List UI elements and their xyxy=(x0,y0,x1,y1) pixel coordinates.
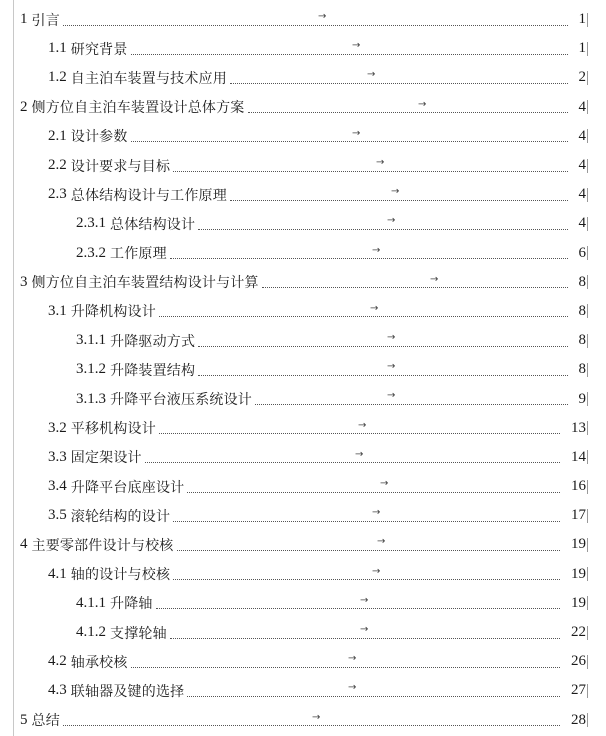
line-end-marker xyxy=(587,334,594,348)
toc-entry-title: 滚轮结构的设计 xyxy=(70,508,171,525)
dot-leader xyxy=(187,491,560,493)
toc-entry-page-number: 19 xyxy=(571,565,586,582)
toc-entry-page-number: 4 xyxy=(578,98,586,115)
toc-entry[interactable] xyxy=(0,63,606,92)
tab-arrow-icon: → xyxy=(360,594,369,606)
toc-entry-title: 总体结构设计与工作原理 xyxy=(70,187,227,204)
dot-leader xyxy=(230,199,568,201)
toc-entry-page-number: 4 xyxy=(578,127,586,144)
line-end-marker xyxy=(587,71,594,85)
dot-leader xyxy=(145,461,560,463)
toc-entry[interactable] xyxy=(0,472,606,501)
tab-arrow-icon: → xyxy=(348,682,357,694)
toc-entry-page-number: 4 xyxy=(578,215,586,232)
toc-entry[interactable] xyxy=(0,209,606,238)
tab-arrow-icon: → xyxy=(360,623,369,635)
toc-entry[interactable] xyxy=(0,5,606,34)
toc-entry-title: 侧方位自主泊车装置结构设计与计算 xyxy=(31,275,259,292)
toc-entry[interactable] xyxy=(0,151,606,180)
tab-arrow-icon: → xyxy=(312,711,321,723)
toc-entry-title: 轴的设计与校核 xyxy=(70,567,171,584)
toc-entry[interactable] xyxy=(0,268,606,297)
toc-entry-page-number: 1 xyxy=(578,11,586,28)
toc-entry-title: 联轴器及键的选择 xyxy=(70,683,185,700)
dot-leader xyxy=(131,666,560,668)
toc-entry-number: 3.1.3 xyxy=(76,390,106,407)
tab-arrow-icon: → xyxy=(372,507,381,519)
toc-entry-number: 3.4 xyxy=(48,478,67,495)
tab-arrow-icon: → xyxy=(355,448,364,460)
toc-entry-number: 2.3 xyxy=(48,186,67,203)
line-end-marker xyxy=(587,246,594,260)
tab-arrow-icon: → xyxy=(348,653,357,665)
toc-entry[interactable] xyxy=(0,239,606,268)
toc-entry-number: 1.1 xyxy=(48,40,67,57)
toc-entry-title: 主要零部件设计与校核 xyxy=(31,537,174,554)
line-end-marker xyxy=(587,626,594,640)
line-end-marker xyxy=(587,129,594,143)
toc-entry-number: 5 xyxy=(20,711,28,728)
tab-arrow-icon: → xyxy=(391,186,400,198)
tab-arrow-icon: → xyxy=(380,478,389,489)
toc-entry-number: 3.3 xyxy=(48,448,67,465)
toc-entry-page-number: 8 xyxy=(578,361,586,378)
line-end-marker xyxy=(587,450,594,464)
toc-entry-number: 2.3.2 xyxy=(76,244,106,261)
line-end-marker xyxy=(587,655,594,669)
toc-entry[interactable] xyxy=(0,530,606,559)
toc-entry-title: 固定架设计 xyxy=(70,450,142,467)
tab-arrow-icon: → xyxy=(430,273,439,285)
toc-entry[interactable] xyxy=(0,34,606,63)
toc-entry[interactable] xyxy=(0,180,606,209)
dot-leader xyxy=(170,257,568,259)
toc-entry[interactable] xyxy=(0,501,606,530)
toc-entry-number: 3.1.2 xyxy=(76,361,106,378)
dot-leader xyxy=(170,637,560,639)
dot-leader xyxy=(173,170,568,172)
dot-leader xyxy=(173,520,560,522)
toc-entry-page-number: 27 xyxy=(571,682,586,699)
line-end-marker xyxy=(587,684,594,698)
toc-entry-page-number: 4 xyxy=(578,157,586,174)
line-end-marker xyxy=(587,713,594,727)
toc-entry-page-number: 13 xyxy=(571,419,586,436)
toc-entry[interactable] xyxy=(0,355,606,384)
dot-leader xyxy=(187,695,560,697)
tab-arrow-icon: → xyxy=(358,419,367,431)
line-end-marker xyxy=(587,509,594,523)
toc-entry-page-number: 28 xyxy=(571,711,586,728)
toc-entry-page-number: 2 xyxy=(578,69,586,86)
toc-entry[interactable] xyxy=(0,589,606,618)
toc-entry-page-number: 8 xyxy=(578,273,586,290)
line-end-marker xyxy=(587,304,594,318)
tab-arrow-icon: → xyxy=(370,302,379,314)
dot-leader xyxy=(131,53,568,55)
toc-entry-title: 支撑轮轴 xyxy=(110,625,167,642)
line-end-marker xyxy=(587,538,594,552)
dot-leader xyxy=(262,286,568,288)
dot-leader xyxy=(255,403,568,405)
line-end-marker xyxy=(587,159,594,173)
tab-arrow-icon: → xyxy=(387,215,396,227)
toc-entry[interactable] xyxy=(0,414,606,443)
line-end-marker xyxy=(587,100,594,114)
table-of-contents xyxy=(0,5,606,735)
tab-arrow-icon: → xyxy=(352,40,361,52)
toc-entry-page-number: 8 xyxy=(578,302,586,319)
dot-leader xyxy=(198,374,568,376)
tab-arrow-icon: → xyxy=(372,565,381,577)
line-end-marker xyxy=(587,275,594,289)
toc-entry-page-number: 19 xyxy=(571,536,586,553)
dot-leader xyxy=(159,432,560,434)
tab-arrow-icon: → xyxy=(387,361,396,373)
tab-arrow-icon: → xyxy=(367,69,376,81)
toc-entry-title: 设计参数 xyxy=(70,129,128,146)
toc-entry[interactable] xyxy=(0,560,606,589)
toc-entry-title: 升降轴 xyxy=(110,596,153,613)
toc-entry-number: 3 xyxy=(20,273,28,290)
dot-leader xyxy=(198,228,568,230)
toc-entry-page-number: 17 xyxy=(571,507,586,524)
toc-entry-title: 升降装置结构 xyxy=(110,362,196,379)
toc-entry-title: 升降驱动方式 xyxy=(110,333,196,350)
dot-leader xyxy=(63,24,568,26)
toc-entry-number: 3.1.1 xyxy=(76,332,106,349)
line-end-marker xyxy=(587,13,594,27)
toc-entry[interactable] xyxy=(0,297,606,326)
toc-entry-page-number: 1 xyxy=(578,40,586,57)
toc-entry-page-number: 8 xyxy=(578,332,586,349)
toc-entry-title: 设计要求与目标 xyxy=(70,158,171,175)
toc-entry-page-number: 6 xyxy=(578,244,586,261)
toc-entry-title: 自主泊车装置与技术应用 xyxy=(70,70,227,87)
tab-arrow-icon: → xyxy=(387,332,396,344)
line-end-marker xyxy=(587,567,594,581)
line-end-marker xyxy=(587,188,594,202)
toc-entry-title: 总体结构设计 xyxy=(110,216,196,233)
toc-entry-title: 升降平台底座设计 xyxy=(70,479,185,496)
toc-entry-number: 4.1 xyxy=(48,565,67,582)
toc-entry-page-number: 16 xyxy=(571,478,586,495)
dot-leader xyxy=(230,82,568,84)
toc-entry-title: 总结 xyxy=(31,713,60,730)
dot-leader xyxy=(159,315,568,317)
toc-entry[interactable] xyxy=(0,706,606,735)
toc-entry[interactable] xyxy=(0,122,606,151)
toc-entry-title: 升降平台液压系统设计 xyxy=(110,392,252,409)
tab-arrow-icon: → xyxy=(318,11,327,22)
toc-entry-title: 研究背景 xyxy=(70,41,128,58)
tab-arrow-icon: → xyxy=(387,390,396,402)
toc-entry-number: 3.1 xyxy=(48,302,67,319)
dot-leader xyxy=(248,111,569,113)
line-end-marker xyxy=(587,42,594,56)
toc-entry-number: 3.5 xyxy=(48,507,67,524)
toc-entry-number: 4 xyxy=(20,536,28,553)
dot-leader xyxy=(156,607,560,609)
toc-entry-number: 3.2 xyxy=(48,419,67,436)
tab-arrow-icon: → xyxy=(418,98,427,110)
toc-entry-title: 升降机构设计 xyxy=(70,304,156,321)
tab-arrow-icon: → xyxy=(372,244,381,256)
toc-entry[interactable] xyxy=(0,618,606,647)
line-end-marker xyxy=(587,596,594,610)
toc-entry-number: 2 xyxy=(20,98,28,115)
toc-entry-page-number: 14 xyxy=(571,448,586,465)
toc-entry[interactable] xyxy=(0,676,606,705)
tab-arrow-icon: → xyxy=(352,127,361,139)
toc-entry-page-number: 22 xyxy=(571,624,586,641)
toc-entry-page-number: 19 xyxy=(571,594,586,611)
toc-entry-page-number: 4 xyxy=(578,186,586,203)
toc-entry-number: 1 xyxy=(20,11,28,28)
dot-leader xyxy=(177,549,561,551)
tab-arrow-icon: → xyxy=(377,536,386,548)
toc-entry-number: 1.2 xyxy=(48,69,67,86)
dot-leader xyxy=(131,140,568,142)
toc-entry-title: 工作原理 xyxy=(110,246,167,263)
toc-entry[interactable] xyxy=(0,647,606,676)
line-end-marker xyxy=(587,421,594,435)
toc-entry[interactable] xyxy=(0,443,606,472)
tab-arrow-icon: → xyxy=(376,156,385,168)
line-end-marker xyxy=(587,363,594,377)
toc-entry-number: 4.1.2 xyxy=(76,624,106,641)
toc-entry-number: 2.2 xyxy=(48,157,67,174)
toc-entry-number: 2.3.1 xyxy=(76,215,106,232)
dot-leader xyxy=(198,345,568,347)
line-end-marker xyxy=(587,480,594,494)
toc-entry-page-number: 26 xyxy=(571,653,586,670)
line-end-marker xyxy=(587,217,594,231)
toc-entry-number: 2.1 xyxy=(48,127,67,144)
toc-entry[interactable] xyxy=(0,93,606,122)
toc-entry-title: 平移机构设计 xyxy=(70,421,156,438)
line-end-marker xyxy=(587,392,594,406)
toc-entry[interactable] xyxy=(0,384,606,413)
dot-leader xyxy=(63,724,560,726)
toc-entry-title: 轴承校核 xyxy=(70,654,128,671)
toc-entry-number: 4.3 xyxy=(48,682,67,699)
toc-entry-page-number: 9 xyxy=(578,390,586,407)
dot-leader xyxy=(173,578,560,580)
toc-entry-number: 4.1.1 xyxy=(76,594,106,611)
toc-entry-number: 4.2 xyxy=(48,653,67,670)
toc-entry-title: 引言 xyxy=(31,12,60,29)
toc-entry[interactable] xyxy=(0,326,606,355)
toc-entry-title: 侧方位自主泊车装置设计总体方案 xyxy=(31,100,245,117)
